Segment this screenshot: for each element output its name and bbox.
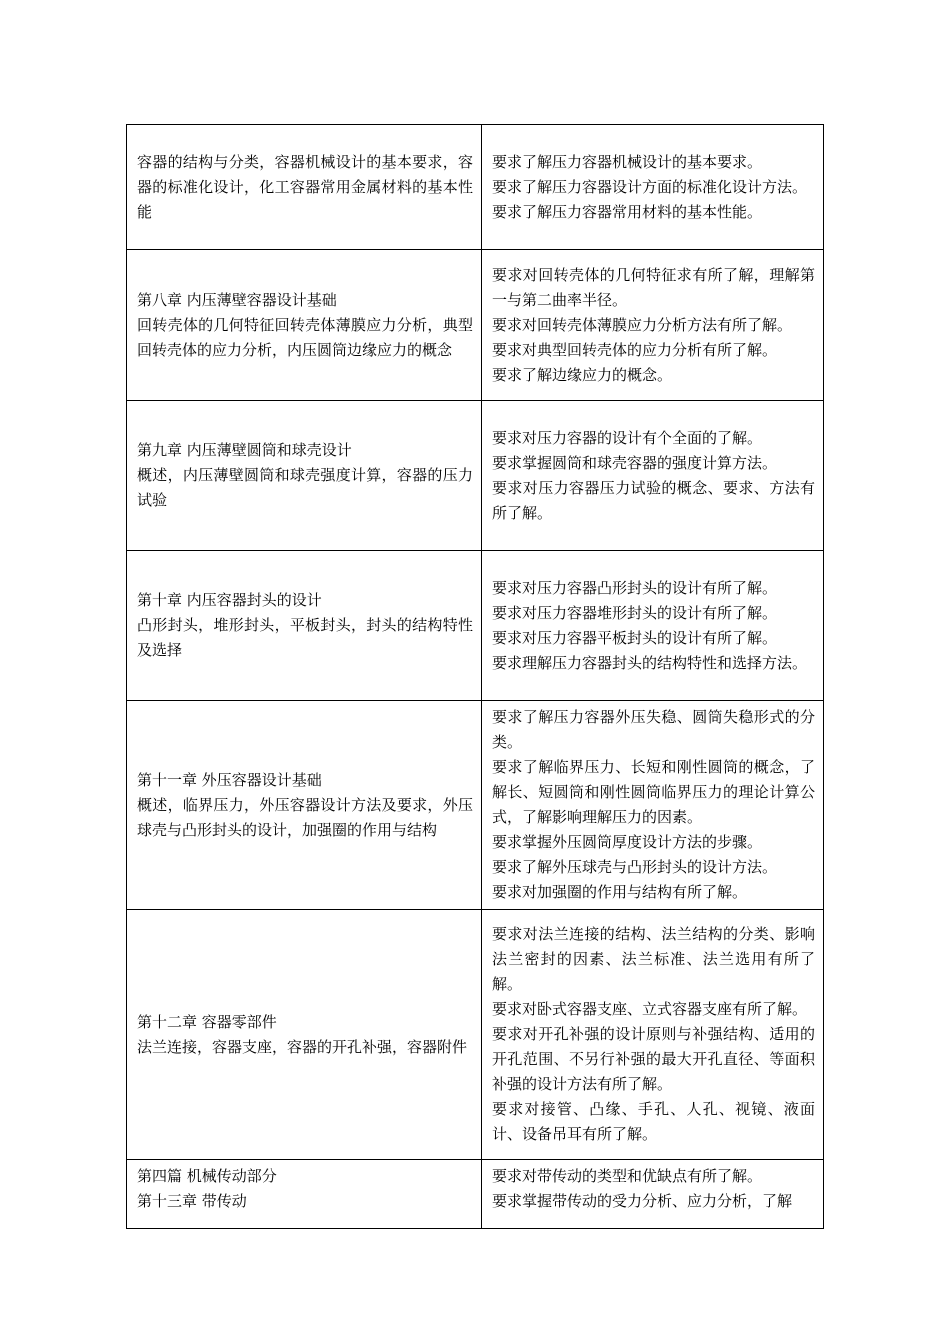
topic-cell	[127, 125, 482, 250]
topic-text: 凸形封头，堆形封头，平板封头，封头的结构特性及选择	[137, 616, 473, 659]
requirement-text: 要求了解外压球壳与凸形封头的设计方法。	[492, 858, 778, 876]
topic-text: 概述，临界压力，外压容器设计方法及要求，外压球壳与凸形封头的设计，加强圈的作用与结构	[137, 795, 473, 839]
table-row	[127, 125, 824, 250]
requirement-text: 要求对压力容器凸形封头的设计有所了解。	[492, 578, 778, 597]
table-row	[127, 401, 824, 551]
requirement-text: 要求对压力容器堆形封头的设计有所了解。	[492, 603, 778, 622]
requirement-text: 要求掌握圆筒和球壳容器的强度计算方法。	[492, 453, 778, 472]
table-row	[127, 250, 824, 401]
topic-cell	[127, 551, 482, 701]
requirement-text: 要求对压力容器平板封头的设计有所了解。	[492, 628, 778, 647]
topic-text: 回转壳体的几何特征回转壳体薄膜应力分析，典型回转壳体的应力分析，内压圆筒边缘应力的概念	[137, 315, 473, 359]
requirement-text: 要求对法兰连接的结构、法兰结构的分类、影响法兰密封的因素、法兰标准、法兰选用有所了解。	[492, 925, 815, 993]
topic-cell	[127, 910, 482, 1160]
topic-text: 法兰连接，容器支座，容器的开孔补强，容器附件	[137, 1037, 468, 1056]
requirement-text: 要求掌握带传动的受力分析、应力分析，了解	[492, 1192, 793, 1210]
requirement-text: 要求了解压力容器外压失稳、圆筒失稳形式的分类。	[492, 708, 815, 751]
requirement-text: 要求掌握外压圆筒厚度设计方法的步骤。	[492, 833, 763, 851]
table-row	[127, 551, 824, 701]
requirement-text: 要求对卧式容器支座、立式容器支座有所了解。	[492, 1000, 808, 1018]
requirement-text: 要求了解压力容器设计方面的标准化设计方法。	[492, 177, 808, 196]
topic-text: 容器的结构与分类，容器机械设计的基本要求，容器的标准化设计，化工容器常用金属材料的基本性能	[137, 152, 473, 221]
table-row	[127, 910, 824, 1160]
chapter-title: 第八章 内压薄壁容器设计基础	[137, 290, 337, 309]
requirement-cell	[482, 1160, 824, 1229]
requirement-cell	[482, 701, 824, 910]
requirement-cell	[482, 125, 824, 250]
chapter-title: 第十二章 容器零部件	[137, 1012, 277, 1031]
topic-cell	[127, 701, 482, 910]
requirement-text: 要求对压力容器的设计有个全面的了解。	[492, 428, 763, 447]
chapter-title: 第十三章 带传动	[137, 1192, 247, 1210]
requirement-cell	[482, 250, 824, 401]
requirement-text: 要求了解压力容器机械设计的基本要求。	[492, 152, 763, 171]
requirement-text: 要求理解压力容器封头的结构特性和选择方法。	[492, 653, 808, 672]
topic-cell	[127, 250, 482, 401]
requirement-cell	[482, 551, 824, 701]
requirement-text: 要求对接管、凸缘、手孔、人孔、视镜、液面计、设备吊耳有所了解。	[492, 1100, 815, 1143]
part-title: 第四篇 机械传动部分	[137, 1167, 277, 1185]
syllabus-table	[126, 124, 824, 1229]
requirement-text: 要求了解压力容器常用材料的基本性能。	[492, 202, 763, 221]
chapter-title: 第九章 内压薄壁圆筒和球壳设计	[137, 441, 352, 459]
requirement-text: 要求对压力容器压力试验的概念、要求、方法有所了解。	[492, 478, 815, 522]
requirement-text: 要求对典型回转壳体的应力分析有所了解。	[492, 340, 778, 359]
requirement-text: 要求了解临界压力、长短和刚性圆筒的概念，了解长、短圆筒和刚性圆筒临界压力的理论计算公式，了解影响理解压力的因素。	[492, 758, 815, 826]
chapter-title: 第十章 内压容器封头的设计	[137, 591, 322, 609]
topic-cell	[127, 1160, 482, 1229]
requirement-cell	[482, 401, 824, 551]
requirement-text: 要求对回转壳体的几何特征求有所了解，理解第一与第二曲率半径。	[492, 265, 815, 309]
requirement-text: 要求对开孔补强的设计原则与补强结构、适用的开孔范围、不另行补强的最大开孔直径、等面积补强的设计方法有所了解。	[492, 1025, 815, 1093]
requirement-text: 要求对带传动的类型和优缺点有所了解。	[492, 1167, 763, 1185]
requirement-text: 要求了解边缘应力的概念。	[492, 365, 673, 384]
topic-cell	[127, 401, 482, 551]
requirement-text: 要求对加强圈的作用与结构有所了解。	[492, 883, 748, 901]
requirement-cell	[482, 910, 824, 1160]
table-row	[127, 1160, 824, 1229]
topic-text: 概述，内压薄壁圆筒和球壳强度计算，容器的压力试验	[137, 466, 473, 509]
table-row	[127, 701, 824, 910]
chapter-title: 第十一章 外压容器设计基础	[137, 770, 322, 789]
requirement-text: 要求对回转壳体薄膜应力分析方法有所了解。	[492, 315, 793, 334]
